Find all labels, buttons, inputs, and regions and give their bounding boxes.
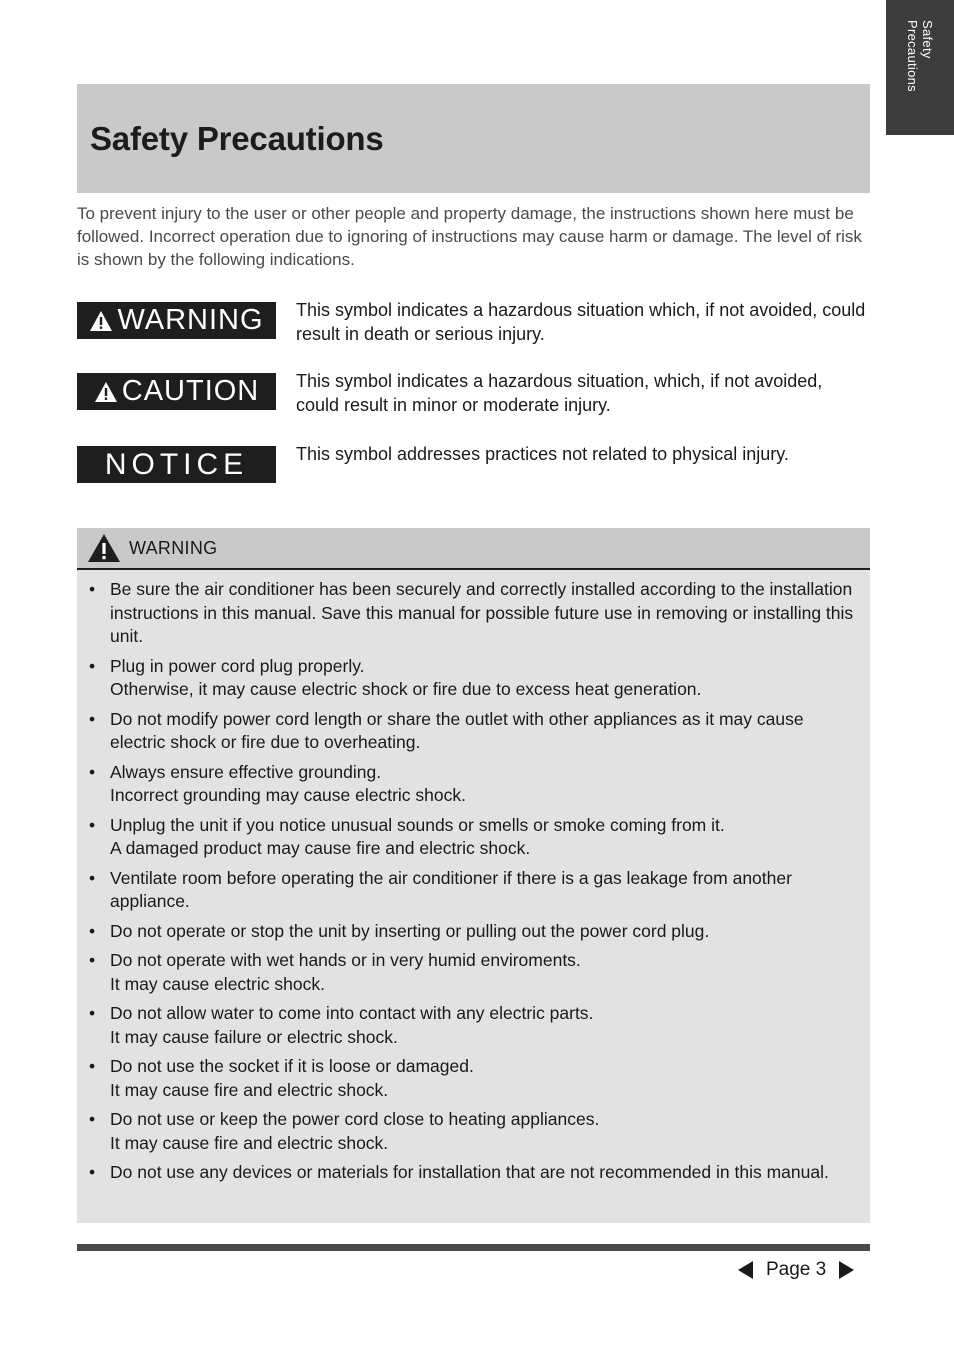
list-item: [77, 949, 870, 996]
page-number: Page 3: [766, 1259, 827, 1280]
list-item: [77, 708, 870, 755]
list-item: [77, 814, 870, 861]
bullet: •: [89, 1003, 96, 1023]
list-item: [77, 1002, 870, 1049]
warning-list: [77, 578, 870, 1191]
item-text: Always ensure effective grounding.: [110, 761, 382, 782]
list-item: [77, 655, 870, 702]
list-item: [77, 920, 870, 944]
bullet: •: [89, 950, 96, 970]
page-title: Safety Precautions: [90, 120, 384, 157]
item-subtext: It may cause fire and electric shock.: [110, 1079, 389, 1100]
caution-badge: [77, 373, 276, 410]
bullet: •: [89, 920, 96, 941]
list-item: [77, 1161, 870, 1185]
item-text: Be sure the air conditioner has been securely and correctly installed according to the installation instructions in this manual. Save this manual for possible future use in removing or installing this unit.: [110, 579, 854, 646]
bullet: •: [89, 579, 96, 599]
item-text: Ventilate room before operating the air conditioner if there is a gas leakage from another appliance.: [110, 867, 792, 911]
item-text: Do not use any devices or materials for installation that are not recommended in this manual.: [110, 1162, 829, 1182]
item-text: Do not use the socket if it is loose or damaged.: [110, 1056, 474, 1076]
caution-badge-label: CAUTION: [121, 375, 260, 407]
item-text: Do not operate with wet hands or in very humid enviroments.: [110, 950, 581, 970]
warning-badge-label: WARNING: [117, 304, 264, 336]
page-navigation: [738, 1259, 854, 1281]
bullet: •: [89, 655, 96, 676]
warning-triangle-icon: [87, 533, 121, 563]
warning-description: This symbol indicates a hazardous situation which, if not avoided, could result in death or serious injury.: [296, 300, 866, 344]
side-tab-label: Safety Precautions: [905, 20, 935, 92]
item-text: Unplug the unit if you notice unusual sounds or smells or smoke coming from it.: [110, 814, 725, 835]
warning-box: [77, 528, 870, 1223]
warning-badge: [77, 302, 276, 339]
notice-badge: [77, 446, 276, 483]
item-text: Do not allow water to come into contact with any electric parts.: [110, 1003, 594, 1023]
item-text: Do not operate or stop the unit by inserting or pulling out the power cord plug.: [110, 920, 710, 941]
notice-description: This symbol addresses practices not related to physical injury.: [296, 444, 789, 464]
next-page-arrow-icon[interactable]: [839, 1261, 854, 1279]
bullet: •: [89, 708, 96, 729]
bullet: •: [89, 814, 96, 835]
list-item: [77, 761, 870, 808]
item-subtext: It may cause electric shock.: [110, 973, 325, 994]
list-item: [77, 867, 870, 914]
title-bar: [77, 84, 870, 193]
previous-page-arrow-icon[interactable]: [738, 1261, 753, 1279]
footer-rule: [77, 1244, 870, 1251]
item-text: Do not modify power cord length or share the outlet with other appliances as it may cause electric shock or fire due to overheating.: [110, 708, 804, 752]
bullet: •: [89, 1056, 96, 1076]
bullet: •: [89, 1109, 96, 1129]
item-subtext: It may cause fire and electric shock.: [110, 1132, 389, 1153]
warning-box-header-label: WARNING: [129, 537, 218, 558]
item-subtext: A damaged product may cause fire and electric shock.: [110, 838, 531, 858]
warning-triangle-icon: [94, 381, 118, 403]
bullet: •: [89, 867, 96, 888]
list-item: [77, 578, 870, 649]
notice-badge-label: NOTICE: [104, 447, 249, 481]
list-item: [77, 1055, 870, 1102]
intro-paragraph: To prevent injury to the user or other people and property damage, the instructions shown here must be followed. Incorrect operation due to ignoring of instructions may cause harm or damage. The level of risk is shown by the following indications.: [77, 204, 862, 269]
item-subtext: It may cause failure or electric shock.: [110, 1026, 398, 1047]
warning-triangle-icon: [89, 310, 113, 332]
bullet: •: [89, 1162, 96, 1182]
bullet: •: [89, 761, 96, 782]
item-text: Plug in power cord plug properly.: [110, 655, 365, 676]
caution-description: This symbol indicates a hazardous situation, which, if not avoided, could result in minor or moderate injury.: [296, 371, 823, 415]
item-text: Do not use or keep the power cord close to heating appliances.: [110, 1109, 600, 1129]
list-item: [77, 1108, 870, 1155]
item-subtext: Incorrect grounding may cause electric shock.: [110, 785, 466, 805]
side-tab: [886, 0, 954, 135]
item-subtext: Otherwise, it may cause electric shock or fire due to excess heat generation.: [110, 679, 702, 699]
warning-box-header: [77, 528, 870, 570]
